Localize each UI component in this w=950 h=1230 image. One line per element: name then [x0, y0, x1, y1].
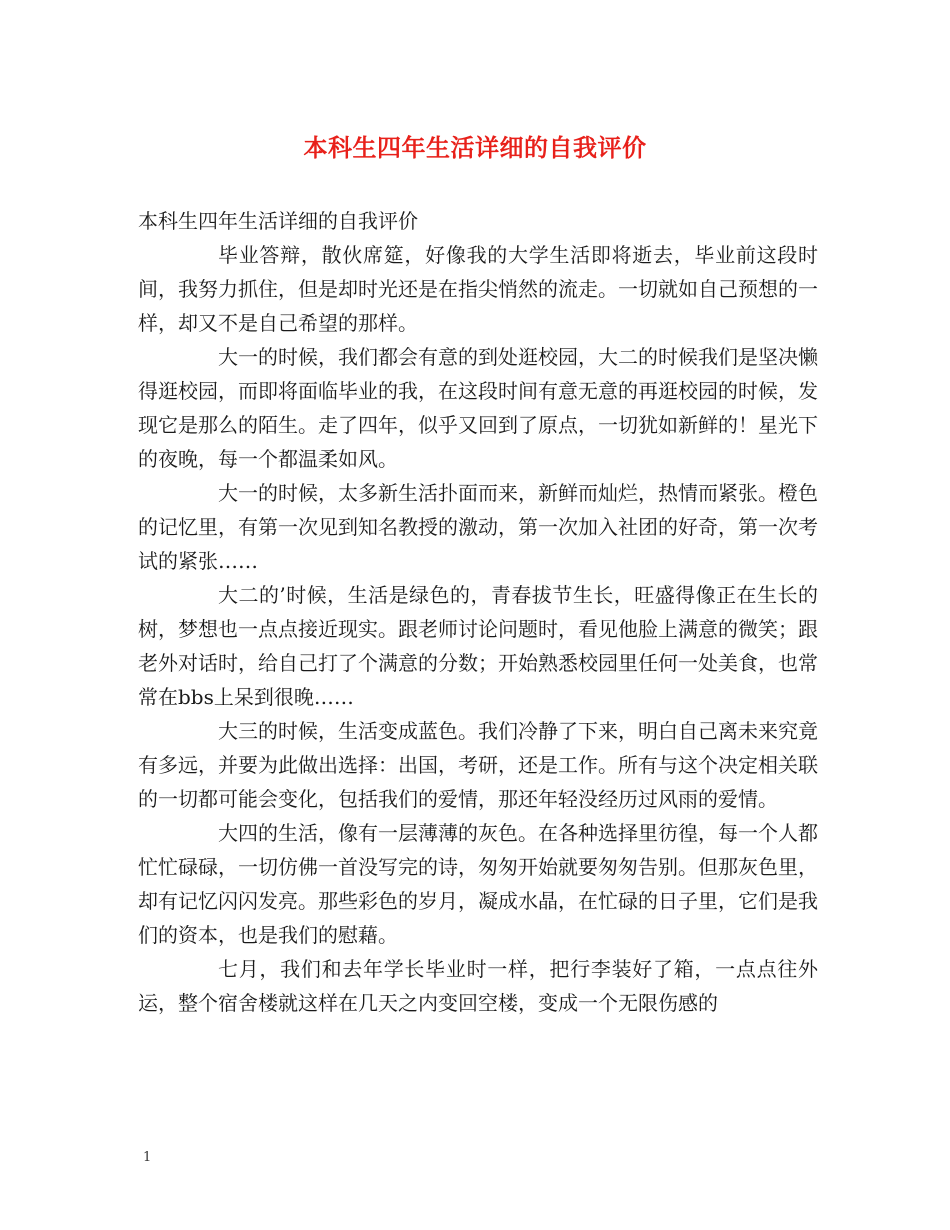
paragraph-6: 大四的生活，像有一层薄薄的灰色。在各种选择里彷徨，每一个人都忙忙碌碌，一切仿佛一首没写完的诗，匆匆开始就要匆匆告别。但那灰色里，却有记忆闪闪发亮。那些彩色的岁月，凝成水晶，在忙碌的日子里，它们是我们的资本，也是我们的慰藉。: [138, 821, 818, 947]
paragraph-3: 大一的时候，太多新生活扑面而来，新鲜而灿烂，热情而紧张。橙色的记忆里，有第一次见到知名教授的激动，第一次加入社团的好奇，第一次考试的紧张……: [138, 481, 818, 573]
paragraph-5: 大三的时候，生活变成蓝色。我们冷静了下来，明白自己离未来究竟有多远，并要为此做出选择：出国，考研，还是工作。所有与这个决定相关联的一切都可能会变化，包括我们的爱情，那还年轻没经历过风雨的爱情。: [138, 719, 818, 811]
paragraph-2: 大一的时候，我们都会有意的到处逛校园，大二的时候我们是坚决懒得逛校园，而即将面临毕业的我，在这段时间有意无意的再逛校园的时候，发现它是那么的陌生。走了四年，似乎又回到了原点，一切犹如新鲜的！星光下的夜晚，每一个都温柔如风。: [138, 345, 818, 471]
paragraph-7: 七月，我们和去年学长毕业时一样，把行李装好了箱，一点点往外运，整个宿舍楼就这样在几天之内变回空楼，变成一个无限伤感的: [138, 957, 818, 1015]
paragraph-1: 毕业答辩，散伙席筵，好像我的大学生活即将逝去，毕业前这段时间，我努力抓住，但是却时光还是在指尖悄然的流走。一切就如自己预想的一样，却又不是自己希望的那样。: [138, 243, 818, 335]
page-number: 1: [143, 1150, 152, 1165]
paragraph-4: 大二的’时候，生活是绿色的，青春拔节生长，旺盛得像正在生长的树，梦想也一点点接近现实。跟老师讨论问题时，看见他脸上满意的微笑；跟老外对话时，给自己打了个满意的分数；开始熟悉校园里任何一处美食，也常常在bbs上呆到很晚……: [138, 583, 818, 709]
document-title: 本科生四年生活详细的自我评价: [303, 133, 647, 162]
document-body: [138, 204, 818, 1020]
document-subtitle: 本科生四年生活详细的自我评价: [138, 209, 418, 233]
